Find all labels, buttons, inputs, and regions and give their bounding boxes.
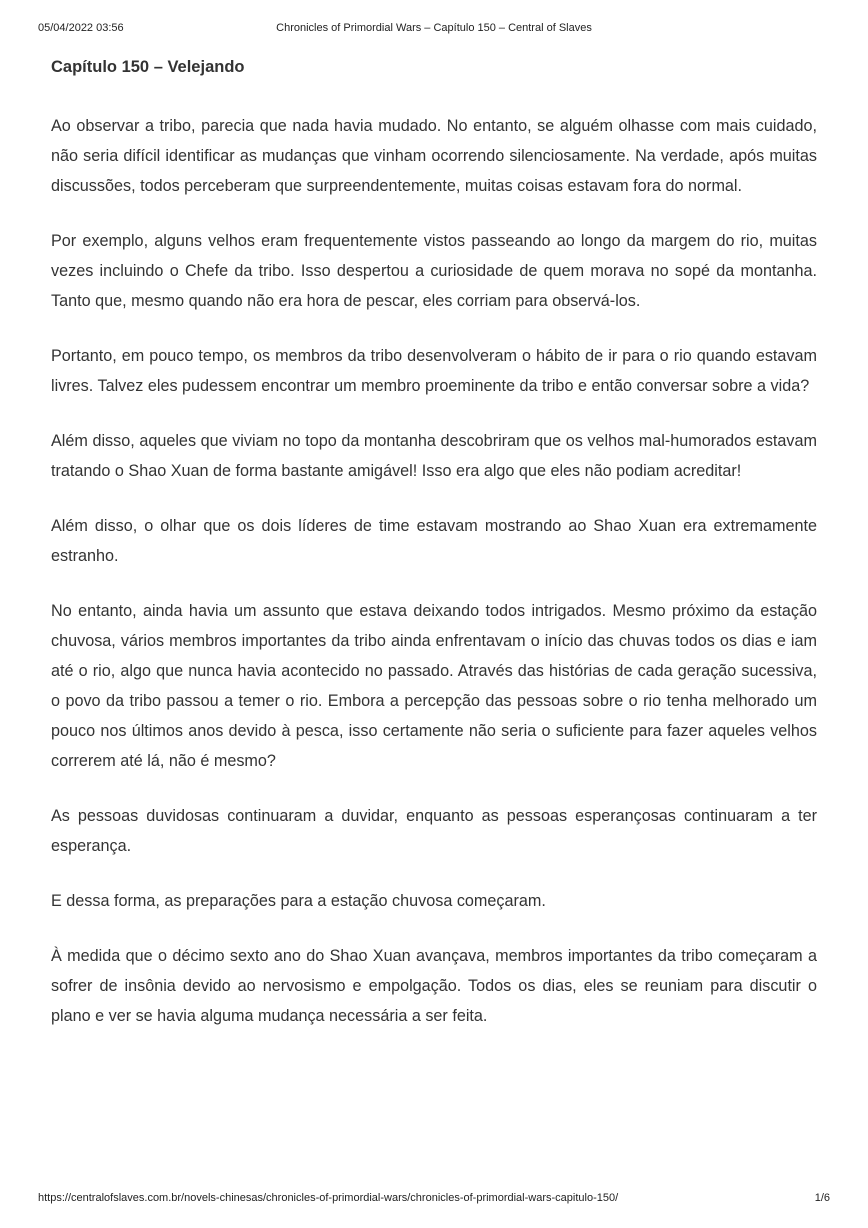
paragraph: Ao observar a tribo, parecia que nada havia mudado. No entanto, se alguém olhasse com mais cuidado, não seria difícil identificar as mudanças que vinham ocorrendo silenciosamente. Na verdade, após muitas discussões, todos perceberam que surpreendentemente, muitas coisas estavam fora do normal. [51,117,817,195]
paragraph: Além disso, aqueles que viviam no topo da montanha descobriram que os velhos mal-humorados estavam tratando o Shao Xuan de forma bastante amigável! Isso era algo que eles não podiam acreditar! [51,432,817,480]
print-header [38,22,830,36]
paragraph: E dessa forma, as preparações para a estação chuvosa começaram. [51,892,546,910]
page-url: https://centralofslaves.com.br/novels-chinesas/chronicles-of-primordial-wars/chronicles-of-primordial-wars-capitulo-150/ [38,1192,619,1204]
paragraph: No entanto, ainda havia um assunto que estava deixando todos intrigados. Mesmo próximo da estação chuvosa, vários membros importantes da tribo ainda enfrentavam o início das chuvas todos os dias e iam até o rio, algo que nunca havia acontecido no passado. Através das histórias de cada geração sucessiva, o povo da tribo passou a temer o rio. Embora a percepção das pessoas sobre o rio tenha melhorado um pouco nos últimos anos devido à pesca, isso certamente não seria o suficiente para fazer aqueles velhos correrem até lá, não é mesmo? [51,602,817,770]
article-content [51,54,817,1031]
print-date: 05/04/2022 03:56 [38,22,124,34]
paragraph: Além disso, o olhar que os dois líderes de time estavam mostrando ao Shao Xuan era extremamente estranho. [51,517,817,565]
paragraph: À medida que o décimo sexto ano do Shao Xuan avançava, membros importantes da tribo começaram a sofrer de insônia devido ao nervosismo e empolgação. Todos os dias, eles se reuniam para discutir o plano e ver se havia alguma mudança necessária a ser feita. [51,947,817,1025]
document-title: Chronicles of Primordial Wars – Capítulo 150 – Central of Slaves [276,22,592,34]
paragraph: Por exemplo, alguns velhos eram frequentemente vistos passeando ao longo da margem do rio, muitas vezes incluindo o Chefe da tribo. Isso despertou a curiosidade de quem morava no sopé da montanha. Tanto que, mesmo quando não era hora de pescar, eles corriam para observá-los. [51,232,817,310]
paragraph: As pessoas duvidosas continuaram a duvidar, enquanto as pessoas esperançosas continuaram a ter esperança. [51,807,817,855]
paragraph: Portanto, em pouco tempo, os membros da tribo desenvolveram o hábito de ir para o rio quando estavam livres. Talvez eles pudessem encontrar um membro proeminente da tribo e então conversar sobre a vida? [51,347,817,395]
print-footer [38,1192,830,1206]
chapter-title: Capítulo 150 – Velejando [51,58,245,76]
page-number: 1/6 [814,1192,830,1204]
